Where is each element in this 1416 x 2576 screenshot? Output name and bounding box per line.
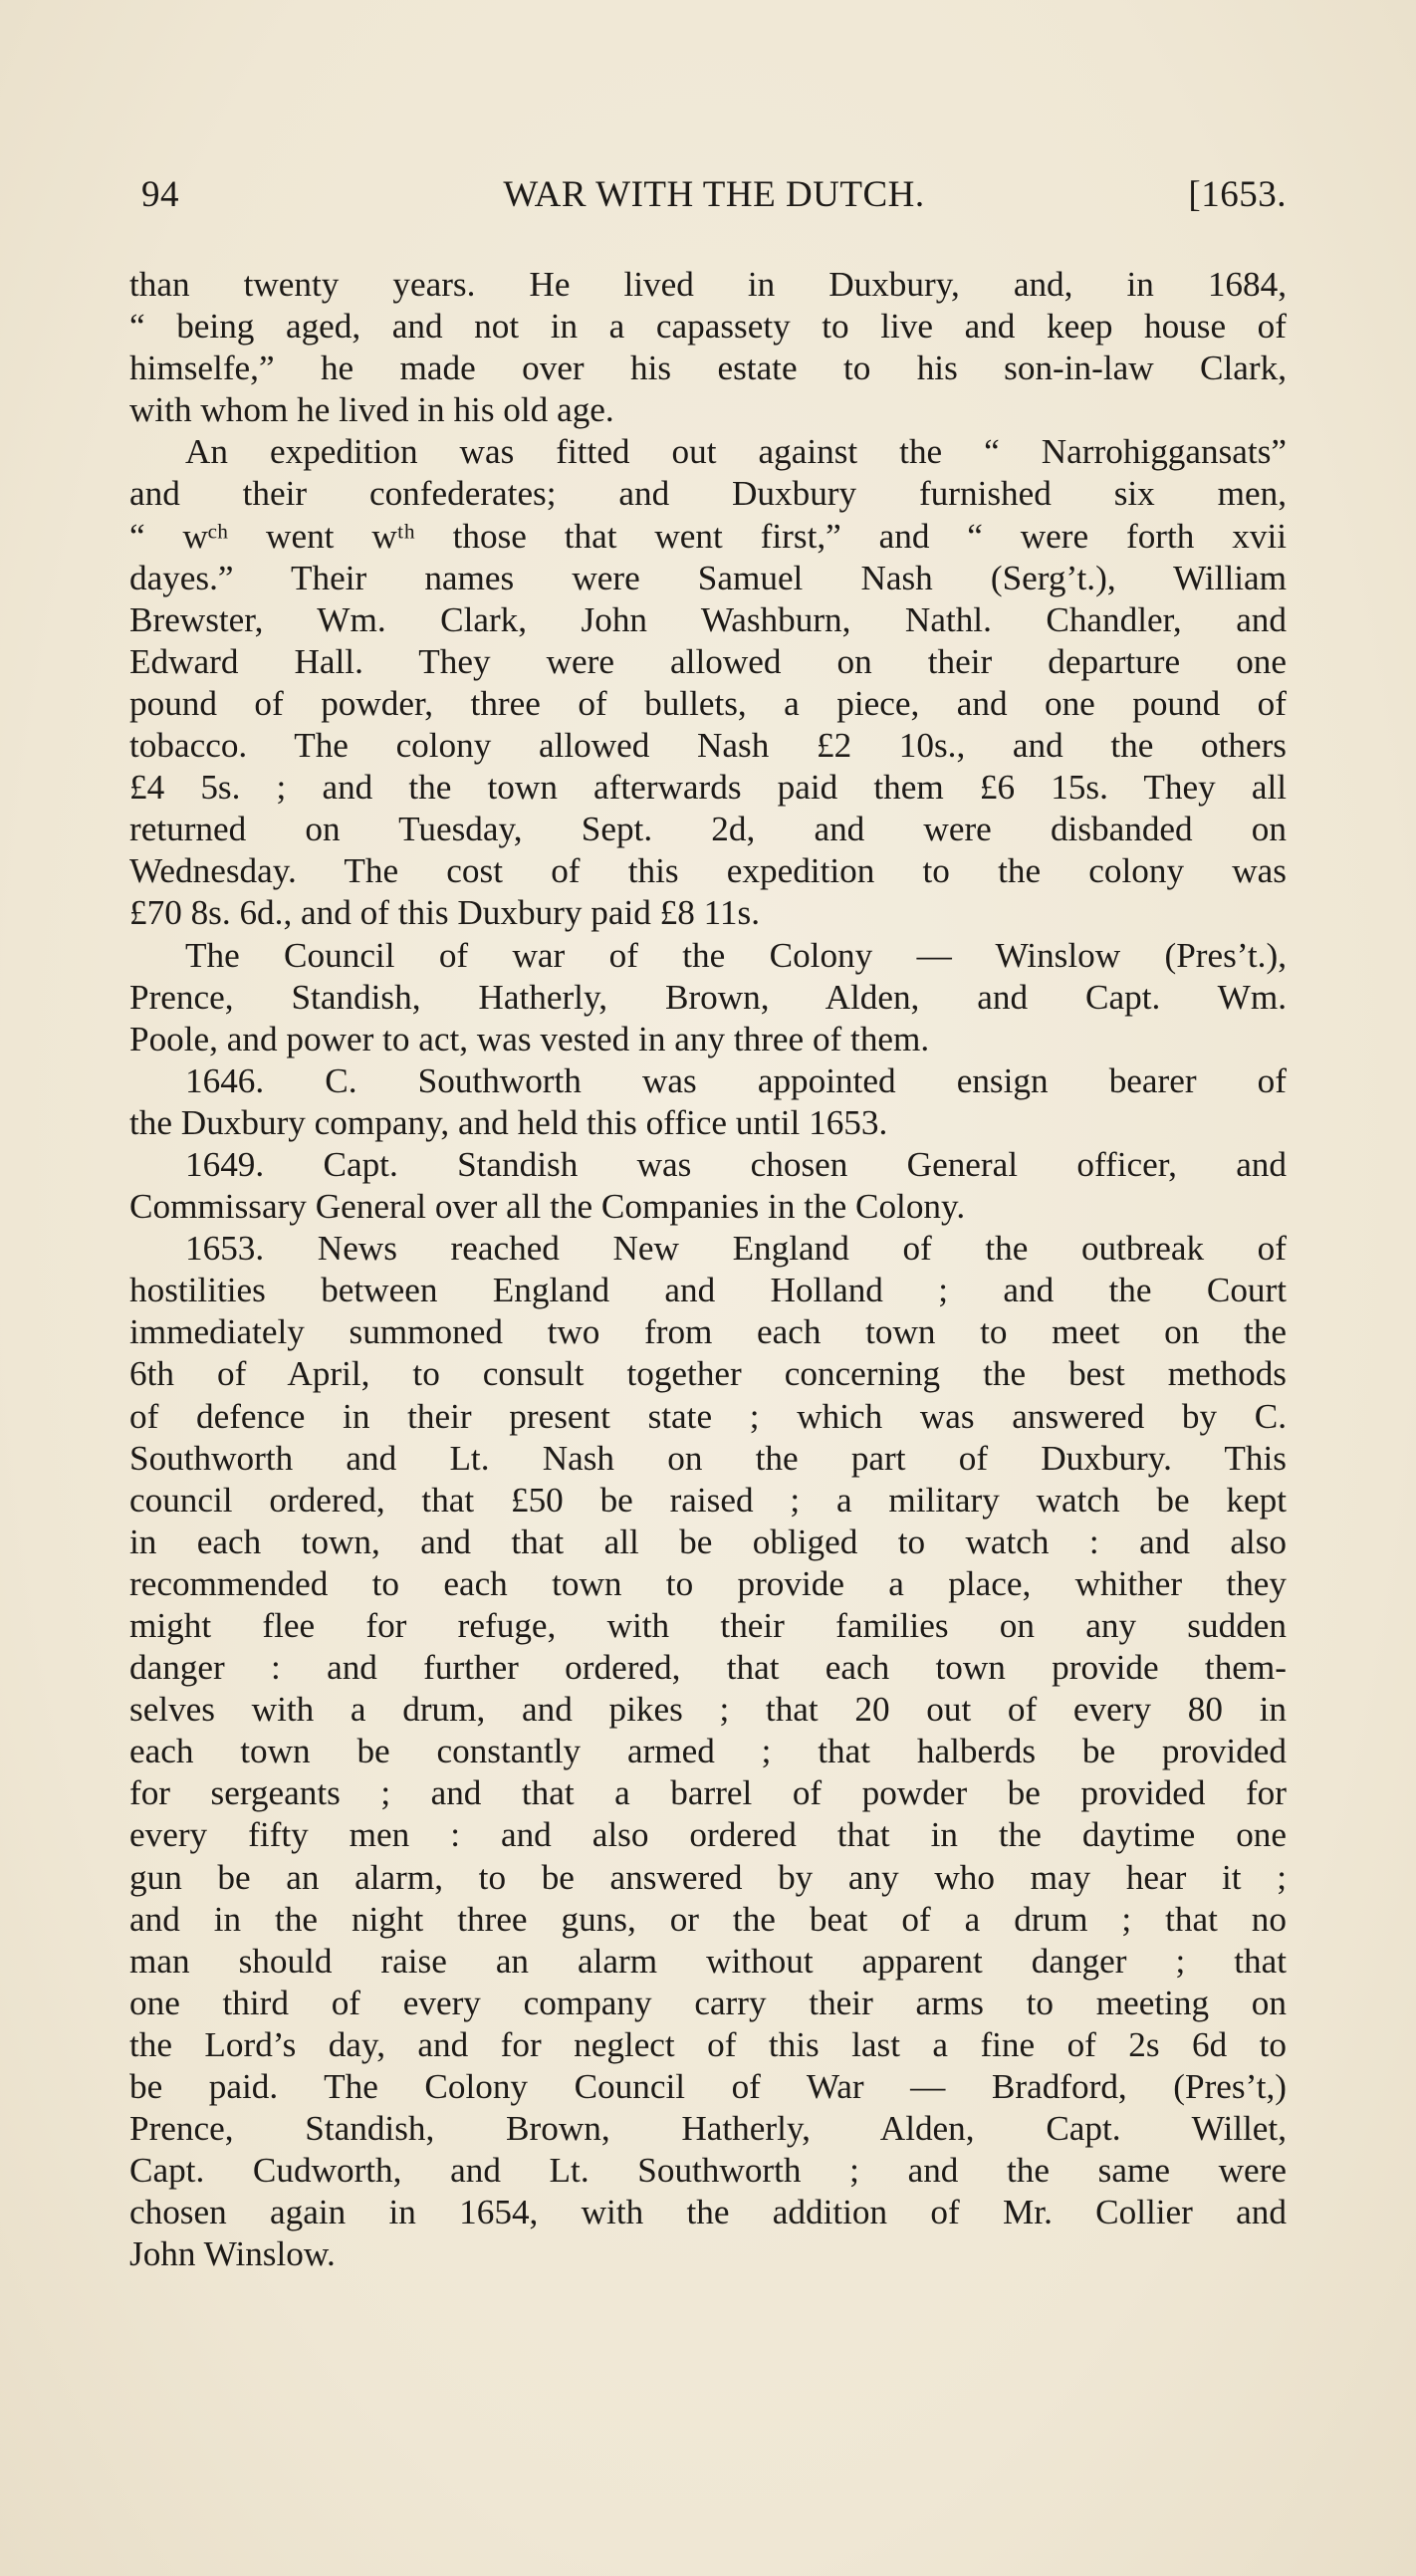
text-line: one third of every company carry their arms to meeting on	[129, 1983, 1287, 2022]
text-line: dayes.” Their names were Samuel Nash (Serg’t.), William	[129, 558, 1287, 597]
text-line: £4 5s. ; and the town afterwards paid them £6 15s. They all	[129, 768, 1287, 808]
text-line: selves with a drum, and pikes ; that 20 out of every 80 in	[129, 1690, 1287, 1730]
body-text	[129, 264, 1287, 2276]
header-date: [1653.	[1188, 174, 1287, 215]
text-line: immediately summoned two from each town to meet on the	[129, 1312, 1287, 1352]
text-line: and in the night three guns, or the beat of a drum ; that no	[129, 1899, 1287, 1939]
text-line: pound of powder, three of bullets, a piece, and one pound of	[129, 683, 1287, 723]
text-line: in each town, and that all be obliged to watch : and also	[129, 1522, 1287, 1561]
page-number: 94	[141, 174, 179, 215]
text-line: might flee for refuge, with their families on any sudden	[129, 1606, 1287, 1645]
text-line: each town be constantly armed ; that halberds be provided	[129, 1732, 1287, 1771]
text-line: 1649. Capt. Standish was chosen General officer, and	[185, 1144, 1287, 1184]
text-line: for sergeants ; and that a barrel of powder be provided for	[129, 1773, 1287, 1813]
text-line: Poole, and power to act, was vested in any three of them.	[129, 1019, 930, 1058]
text-line: Capt. Cudworth, and Lt. Southworth ; and the same were	[129, 2151, 1287, 2191]
text-line: Brewster, Wm. Clark, John Washburn, Nathl. Chandler, and	[129, 599, 1287, 639]
text-line: “ wᶜʰ went wᵗʰ those that went first,” and “ were forth xvii	[129, 516, 1287, 556]
text-line: every fifty men : and also ordered that in the daytime one	[129, 1815, 1287, 1855]
text-line: 1653. News reached New England of the outbreak of	[185, 1229, 1287, 1269]
text-line: £70 8s. 6d., and of this Duxbury paid £8 11s.	[129, 893, 761, 933]
text-line: Wednesday. The cost of this expedition to the colony was	[129, 851, 1287, 891]
text-line: danger : and further ordered, that each town provide them-	[129, 1648, 1287, 1688]
running-title: WAR WITH THE DUTCH.	[503, 174, 925, 215]
text-line: Southworth and Lt. Nash on the part of Duxbury. This	[129, 1438, 1287, 1478]
text-line: with whom he lived in his old age.	[129, 390, 614, 430]
text-line: 1646. C. Southworth was appointed ensign bearer of	[185, 1060, 1287, 1100]
text-line: the Lord’s day, and for neglect of this last a fine of 2s 6d to	[129, 2024, 1287, 2064]
text-line: the Duxbury company, and held this office until 1653.	[129, 1102, 888, 1142]
text-line: returned on Tuesday, Sept. 2d, and were disbanded on	[129, 810, 1287, 849]
text-line: tobacco. The colony allowed Nash £2 10s., and the others	[129, 726, 1287, 766]
text-line: recommended to each town to provide a place, whither they	[129, 1563, 1287, 1603]
text-line: The Council of war of the Colony — Winslow (Pres’t.),	[185, 935, 1287, 975]
text-line: chosen again in 1654, with the addition of Mr. Collier and	[129, 2193, 1287, 2232]
text-line: 6th of April, to consult together concerning the best methods	[129, 1354, 1287, 1394]
text-line: Prence, Standish, Hatherly, Brown, Alden, and Capt. Wm.	[129, 977, 1287, 1017]
text-line: himselfe,” he made over his estate to his son-in-law Clark,	[129, 349, 1287, 388]
text-line: of defence in their present state ; which was answered by C.	[129, 1396, 1287, 1436]
text-line: be paid. The Colony Council of War — Bradford, (Pres’t,)	[129, 2067, 1287, 2107]
text-line: council ordered, that £50 be raised ; a military watch be kept	[129, 1480, 1287, 1520]
text-line: Edward Hall. They were allowed on their departure one	[129, 641, 1287, 681]
text-line: Commissary General over all the Companies in the Colony.	[129, 1187, 966, 1227]
text-line: “ being aged, and not in a capassety to live and keep house of	[129, 307, 1287, 347]
text-line: An expedition was fitted out against the “ Narrohiggansats”	[185, 432, 1287, 472]
text-line: gun be an alarm, to be answered by any who may hear it ;	[129, 1857, 1287, 1897]
text-line: hostilities between England and Holland ; and the Court	[129, 1271, 1287, 1310]
text-line: Prence, Standish, Brown, Hatherly, Alden, Capt. Willet,	[129, 2109, 1287, 2149]
text-line: and their confederates; and Duxbury furnished six men,	[129, 474, 1287, 514]
page-header	[141, 167, 1287, 223]
text-line: man should raise an alarm without apparent danger ; that	[129, 1941, 1287, 1981]
text-line: John Winslow.	[129, 2234, 336, 2274]
text-line: than twenty years. He lived in Duxbury, and, in 1684,	[129, 265, 1287, 304]
